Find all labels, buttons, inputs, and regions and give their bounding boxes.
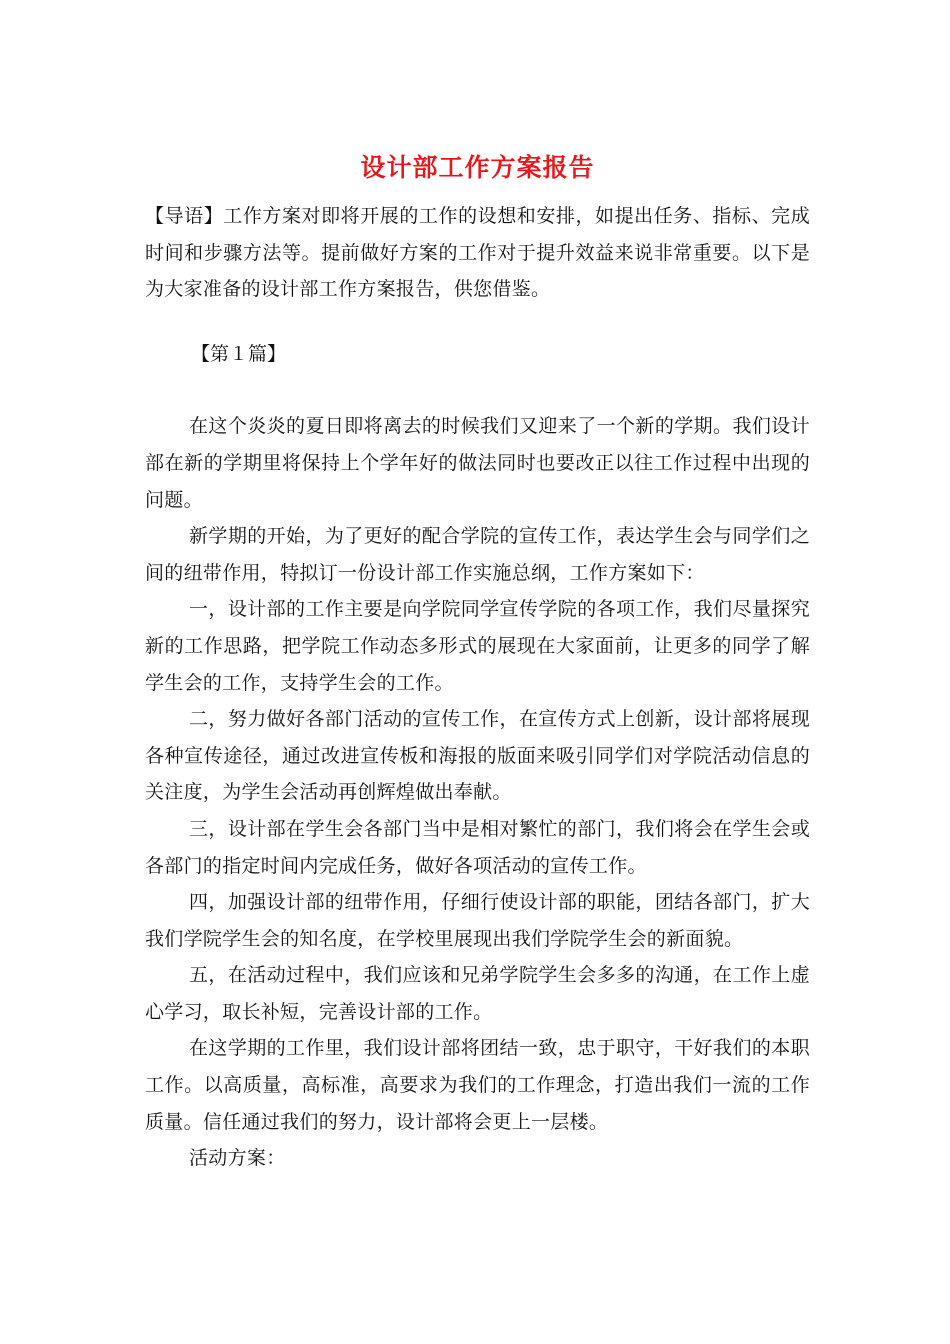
body-paragraph: 新学期的开始，为了更好的配合学院的宣传工作，表达学生会与同学们之间的纽带作用，特拟订一份设计部工作实施总纲，工作方案如下： — [145, 525, 810, 584]
spacer — [145, 372, 810, 408]
body-paragraph: 四，加强设计部的纽带作用，仔细行使设计部的职能，团结各部门，扩大我们学院学生会的知名度，在学校里展现出我们学院学生会的新面貌。 — [145, 891, 810, 950]
body-paragraph: 在这个炎炎的夏日即将离去的时候我们又迎来了一个新的学期。我们设计部在新的学期里将保持上个学年好的做法同时也要改正以往工作过程中出现的问题。 — [145, 415, 810, 511]
body-paragraph: 二，努力做好各部门活动的宣传工作，在宣传方式上创新，设计部将展现各种宣传途径，通过改进宣传板和海报的版面来吸引同学们对学院活动信息的关注度，为学生会活动再创辉煌做出奉献。 — [145, 708, 810, 804]
spacer — [145, 308, 810, 336]
body-paragraph: 一，设计部的工作主要是向学院同学宣传学院的各项工作，我们尽量探究新的工作思路，把学院工作动态多形式的展现在大家面前，让更多的同学了解学生会的工作，支持学生会的工作。 — [145, 598, 810, 694]
lead-paragraph: 【导语】工作方案对即将开展的工作的设想和安排，如提出任务、指标、完成时间和步骤方法等。提前做好方案的工作对于提升效益来说非常重要。以下是为大家准备的设计部工作方案报告，供您借鉴。 — [145, 205, 810, 301]
section-label: 【第１篇】 — [191, 342, 287, 365]
body-paragraph: 五，在活动过程中，我们应该和兄弟学院学生会多多的沟通，在工作上虚心学习，取长补短，完善设计部的工作。 — [145, 964, 810, 1023]
document-title: 设计部工作方案报告 — [360, 153, 595, 182]
body-paragraph: 在这学期的工作里，我们设计部将团结一致，忠于职守，干好我们的本职工作。以高质量，高标准，高要求为我们的工作理念，打造出我们一流的工作质量。信任通过我们的努力，设计部将会更上一层楼。 — [145, 1037, 810, 1133]
document-page — [145, 148, 810, 1177]
body-paragraph: 活动方案： — [189, 1147, 286, 1170]
body-paragraph: 三，设计部在学生会各部门当中是相对繁忙的部门，我们将会在学生会或各部门的指定时间内完成任务，做好各项活动的宣传工作。 — [145, 817, 810, 877]
